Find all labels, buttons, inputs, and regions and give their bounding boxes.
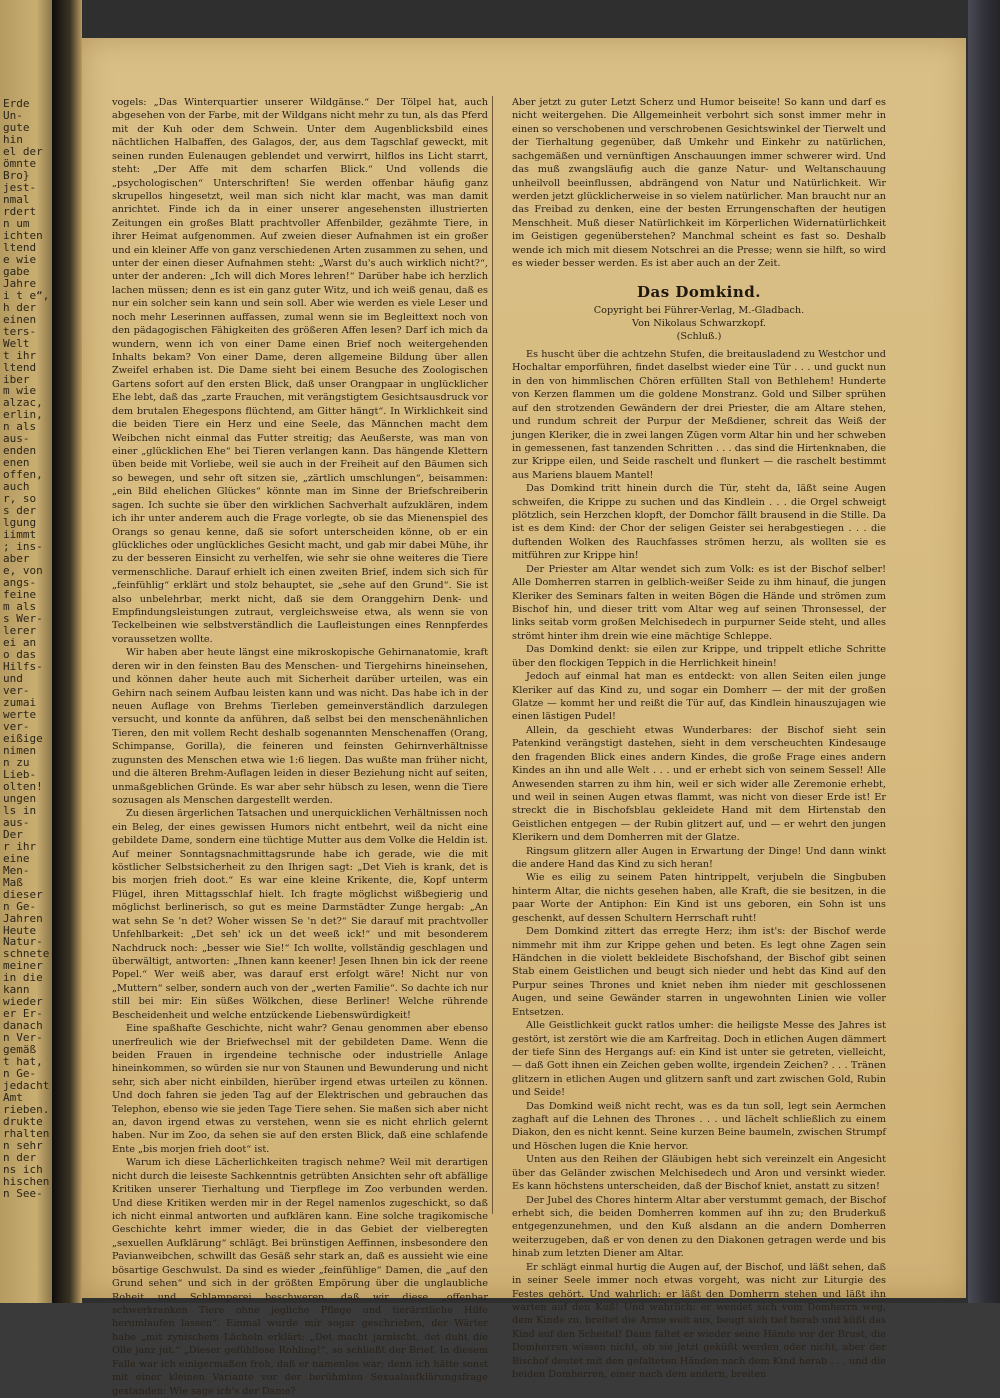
previous-page-fragment: er Er- bbox=[3, 1007, 43, 1021]
previous-page-fragment: zumai bbox=[3, 695, 37, 709]
book-gutter bbox=[52, 0, 82, 1303]
previous-page-fragment: rieben. bbox=[3, 1103, 50, 1117]
previous-page-fragment: ters- bbox=[3, 324, 37, 338]
previous-page-fragment: jedacht bbox=[3, 1079, 50, 1093]
previous-page-fragment: ver- bbox=[3, 683, 30, 697]
previous-page-fragment: auch bbox=[3, 480, 30, 494]
previous-page-fragment: Un- bbox=[3, 108, 23, 122]
previous-page-fragment: iber bbox=[3, 372, 30, 386]
previous-page-fragment: Hilfs- bbox=[3, 659, 43, 673]
previous-page-fragment: meiner bbox=[3, 959, 43, 973]
previous-page-fragment: n Ge- bbox=[3, 1067, 37, 1081]
previous-page-fragment: nimen bbox=[3, 743, 37, 757]
previous-page-fragment: hischen bbox=[3, 1175, 50, 1189]
previous-page-fragment: aus- bbox=[3, 815, 30, 829]
previous-page-fragment: ; ins- bbox=[3, 540, 43, 554]
paragraph: Jedoch auf einmal hat man es entdeckt: von allen Seiten eilen junge Kleriker auf das Kind zu, und sogar ein Domherr — der mit der großen Glatze — kommt her und reißt die Tür auf, das Kindlein hinauszujagen wie einen lästigen Pudel! bbox=[512, 671, 886, 723]
previous-page-fragment: Bro} bbox=[3, 168, 30, 182]
previous-page-fragment: drukte bbox=[3, 1115, 43, 1129]
story-copyright: Copyright bei Führer-Verlag, M.-Gladbach. bbox=[593, 305, 805, 316]
paragraph: Es huscht über die achtzehn Stufen, die breitausladend zu Westchor und Hochaltar emporführen, findet daselbst wieder eine Tür . . . und guckt nun in den von himmlischen Chören erfüllten Stall von Bethlehem! Hunderte von Kerzen flammen um die goldene Monstranz. Gold und Silber sprühen auf den strotzenden Gewändern der drei Priester, die am Altare stehen, und rundum schreit der Purpur der Meßdiener, schreit das Weiß der jungen Kleriker, die in zwei langen Zügen vorm Altar hin und her schweben in gemessenen, fast tanzenden Schritten . . . das sind die Hirtenknaben, die zur Krippe eilen, und Seide raschelt und flunkert — die raschelt bestimmt aus Mariens blauem Mantel! bbox=[512, 349, 886, 481]
column-separator bbox=[492, 96, 493, 1214]
previous-page-fragment: iimmt bbox=[3, 528, 37, 542]
previous-page-fragment: erlin, bbox=[3, 408, 43, 422]
story-part: (Schluß.) bbox=[676, 331, 722, 342]
paragraph: Wie es eilig zu seinem Paten hintrippelt, verjubeln die Singbuben hinterm Altar, die nichts gesehen haben, alle Kraft, die sie besitzen, in die paar Worte der Antiphon: Ein Kind ist uns geboren, ein Sohn ist uns geschenkt, auf dessen Schultern Herrschaft ruht! bbox=[512, 872, 886, 924]
previous-page-fragment: el der bbox=[3, 144, 43, 158]
previous-page-fragment: lgung bbox=[3, 516, 37, 530]
previous-page-fragment: alzac, bbox=[3, 396, 43, 410]
previous-page-fragment: in die bbox=[3, 971, 43, 985]
previous-page-fragment: rhalten bbox=[3, 1127, 50, 1141]
previous-page-fragment: ungen bbox=[3, 791, 37, 805]
previous-page-fragment: Amt bbox=[3, 1091, 23, 1105]
previous-page-fragment: ömnte bbox=[3, 156, 37, 170]
previous-page-fragment: gabe bbox=[3, 264, 30, 278]
previous-page-fragment: Jahre bbox=[3, 276, 37, 290]
previous-page-fragment: gute bbox=[3, 120, 30, 134]
story-title: Das Domkind. bbox=[637, 283, 761, 301]
paragraph: Ringsum glitzern aller Augen in Erwartung der Dinge! Und dann winkt die andere Hand das Kind zu sich heran! bbox=[512, 845, 886, 871]
previous-page-fragment: ls in bbox=[3, 803, 37, 817]
previous-page-fragment: n als bbox=[3, 420, 37, 434]
previous-page-fragment: gemäß bbox=[3, 1043, 37, 1057]
previous-page-fragment: n der bbox=[3, 1151, 37, 1165]
paragraph: Eine spaßhafte Geschichte, nicht wahr? Genau genommen aber ebenso unerfreulich wie der Briefwechsel mit der gebildeten Dame. Wenn die beiden Frauen in irgendeine technische oder industrielle Anlage hineinkommen, so würden sie nur von Staunen und Bewunderung und nicht sehr, sich aber nicht einbilden, hierüber irgend etwas urteilen zu können. Und doch fahren sie jeden Tag auf der Elektrischen und gebrauchen das Telephon, ebenso wie sie jeden Tage Tiere sehen. Sie maßen sich aber nicht an, davon irgend etwas zu verstehen, wenn sie es nicht ehrlich gelernt haben. Nur im Zoo, da sehen sie auf den ersten Blick, daß eine schlafende Ente „bis morjen frieh doot“ ist. bbox=[112, 1023, 488, 1155]
previous-page-fragment: t hat, bbox=[3, 1055, 43, 1069]
binding-cover bbox=[968, 0, 1000, 1303]
previous-page-fragment: s Wer- bbox=[3, 612, 43, 626]
paragraph: Wir haben aber heute längst eine mikroskopische Gehirnanatomie, kraft deren wir in den feinsten Bau des Menschen- und Tiergehirns hineinsehen, und können daher heute auch mit Sicherheit darüber urteilen, was ein Gehirn nach seinem Aufbau leisten kann und was nicht. Das habe ich in der neuen Auflage von Brehms Tierleben gemeinverständlich darzulegen versucht, und konnte da anführen, daß selbst bei den menschenähnlichen Tieren, den mit vollem Recht deshalb sogenannten Menschenaffen (Orang, Schimpanse, Gorilla), die feineren und feinsten Gehirnverhältnisse zugunsten des Menschen etwa wie 1:6 liegen. Das wußte man früher nicht, und die älteren Brehm-Auflagen leiden in dieser Beziehung nicht auf seiten, unmaßgeblichen Gründe. Es war aber sehr hübsch zu lesen, wenn die Tiere sozusagen als Menschen dargestellt werden. bbox=[112, 647, 488, 806]
paragraph: Aber jetzt zu guter Letzt Scherz und Humor beiseite! So kann und darf es nicht weitergehen. Die Allgemeinheit verbohrt sich sonst immer mehr in einen so verschobenen und verschrobenen Gesichtswinkel der Tierwelt und der Tierhaltung gegenüber, daß Umkehr und Einkehr zu natürlichen, sachgemäßen und vernünftigen Anschauungen immer schwerer wird. Und das muß zwangsläufig auch die ganze Natur- und Weltanschauung unheilvoll beeinflussen, abdrängend von Natur und Natürlichkeit. Wir werden jetzt glücklicherweise in so vielem natürlicher. Man braucht nur an das Freibad zu denken, eine der besten Errungenschaften der heutigen Menschheit. Muß dieser Natürlichkeit im Körperlichen Widernatürlichkeit im Geistigen gegenüberstehen? Manchmal scheint es fast so. Deshalb wende ich mich mit diesem Notschrei an die Presse; wenn sie hilft, so wird es wieder besser werden. Es ist aber auch an der Zeit. bbox=[512, 97, 886, 270]
previous-page-fragment: Erde bbox=[3, 97, 30, 110]
previous-page-fragment: e wie bbox=[3, 252, 37, 266]
previous-page-fragment: eine bbox=[3, 851, 30, 865]
paragraph: Allein, da geschieht etwas Wunderbares: der Bischof sieht sein Patenkind verängstigt dastehen, sieht in dem verscheuchten Kindesauge den fragenden Blick eines andern Kindes, die große Frage eines andern Kindes an ihn und alle Welt . . . und er erhebt sich von seinem Sessel! Alle Anwesenden starren zu ihm hin, weil er sich wider alle Zeremonie erhebt, und weil in seinen Augen etwas flammt, was nicht von dieser Erde ist! Er streckt die in Bischofsblau gekleidete Hand mit dem Hirtenstab den Geistlichen entgegen — der Rubin glitzert auf, und — er wehrt den jungen Klerikern und dem Domherren mit der Glatze. bbox=[512, 724, 886, 844]
previous-page-fragment: m als bbox=[3, 600, 37, 614]
previous-page-fragment: Heute bbox=[3, 923, 37, 937]
previous-page-edge bbox=[0, 0, 52, 1303]
previous-page-fragment: r, so bbox=[3, 492, 37, 506]
paragraph: Der Priester am Altar wendet sich zum Volk: es ist der Bischof selber! Alle Domherren starren in gelblich-weißer Seide zu ihm hinauf, die jungen Kleriker des Seminars falten in weiten Bögen die Hände und strömen zum Bischof hin, und dieser tritt vom Altar weg auf seinen Thronsessel, der links seitab vorm großen Melchisedech in purpurner Seide steht, und alles strömt hinter ihm drein wie eine mächtige Schleppe. bbox=[512, 563, 886, 642]
previous-page-fragment: eißige bbox=[3, 731, 43, 745]
paragraph: Warum ich diese Lächerlichkeiten tragisch nehme? Weil mit derartigen nicht durch die leiseste Sachkenntnis getrübten Ansichten sehr oft abfällige Kritiken unserer Tierhaltung und Tierpflege im Zoo verbunden werden. Und diese Kritiken werden mir in der Regel namenlos zugeschickt, so daß ich nicht einmal antworten und aufklären kann. Eine solche tragikomische Geschichte kehrt immer wieder, die in das Gebiet der vielberegten „sexuellen Aufklärung“ schlägt. Bei brünstigen Aeffinnen, insbesondere den Pavianweibchen, schwillt das Gesäß sehr stark an, daß es aussieht wie eine bösartige Geschwulst. Da sind es wieder „feinfühlige“ Damen, die „auf den Grund sehen“ und sich in der größten Empörung über die unglaubliche Roheit und Schlamperei beschweren, daß wir diese „offenbar schwerkranken Tiere ohne jegliche Pflege und tierärztliche Hilfe herumlaufen lassen“. Einmal wurde mir sogar geschrieben, der Wärter habe „mit zynischem Lächeln erklärt: „Det macht jarnischt, det duht die Olle janz jut.“ „Dieser gefühllose Rohling!“, so schließt der Brief. In diesem Falle war ich einigermaßen froh, daß er namenlos war; denn ich hätte sonst mit einer kleinen Variante vor der berühmten Sexualaufklärungsfrage gestanden: Wie sage ich's der Dame? bbox=[112, 1157, 488, 1397]
paragraph: Alle Geistlichkeit guckt ratlos umher: die heiligste Messe des Jahres ist gestört, ist zerstört wie die am Karfreitag. Doch in etlichen Augen dämmert der tiefe Sinn des Hergangs auf: ein Kind ist unter sie getreten, vielleicht, — daß Gott ihnen ein Zeichen geben wollte, irgendein Zeichen? . . . Tränen glitzern in etlichen Augen und glitzern sanft und zart zwischen Gold, Rubin und Seide! bbox=[512, 1020, 886, 1099]
previous-page-fragment: n sehr bbox=[3, 1139, 43, 1153]
previous-page-fragment: e, von bbox=[3, 564, 43, 578]
previous-page-fragment: ver- bbox=[3, 719, 30, 733]
story-byline: Von Nikolaus Schwarzkopf. bbox=[631, 318, 767, 329]
previous-page-fragment: n um bbox=[3, 216, 30, 230]
previous-page-fragment: Jahren bbox=[3, 911, 43, 925]
previous-page-fragment: m wie bbox=[3, 384, 37, 398]
previous-page-fragment: rdert bbox=[3, 204, 37, 218]
previous-page-fragment: h der bbox=[3, 300, 37, 314]
previous-page-fragment: n zu bbox=[3, 755, 30, 769]
previous-page-fragment: Der bbox=[3, 827, 23, 841]
previous-page-fragment: enen bbox=[3, 456, 30, 470]
previous-page-fragment: aus- bbox=[3, 432, 30, 446]
previous-page-fragment: t ihr bbox=[3, 348, 37, 362]
previous-page-fragment: jest- bbox=[3, 180, 37, 194]
previous-page-fragment: lerer bbox=[3, 624, 37, 638]
previous-page-fragment: ei an bbox=[3, 636, 37, 650]
previous-page-fragment: Natur- bbox=[3, 935, 43, 949]
paragraph: Der Jubel des Chores hinterm Altar aber verstummt gemach, der Bischof erhebt sich, die beiden Domherren kommen auf ihn zu; den Bruderkuß entgegenzunehmen, und den Kuß alsdann an die andern Domherren weiterzugeben, daß er von denen zu den Diakonen getragen werde und bis hinab zum letzten Diener am Altar. bbox=[512, 1194, 886, 1260]
paragraph: Zu diesen ärgerlichen Tatsachen und unerquicklichen Verhältnissen noch ein Beleg, der eines gewissen Humors nicht entbehrt, weil da nicht eine gebildete Dame, sondern eine tüchtige Mutter aus dem Volke die Heldin ist. Auf meiner Sonntagsnachmittagsrunde habe ich gerade, wie die mit köstlicher Selbstsicherheit zu den Ihrigen sagt: „Det Vieh is krank, det is bis morjen frieh doot.“ Es war eine kleine Krikente, die, Kopf unterm Flügel, ihren Mittagsschlaf hielt. Ich fragte möglichst wißbegierig und möglichst berlinerisch, so gut es meine Darmstädter Zunge hergab: „An wat sehn Se 'n det? Woher wissen Se 'n det?“ Sie darauf mit prachtvoller Unfehlbarkeit: „Det seh' ick un det weeß ick!“ und mit besonderem Nachdruck noch: „besser wie Sie!“ Ich wollte, vollständig geschlagen und überwältigt, antworten: „Ihnen kann keener! Jesen Ihnen bin ick der reene Popel.“ Wer weiß aber, was darauf erst erfolgt wäre! Nicht nur von „Muttern“ selber, sondern auch von der „werten Familie“. So dachte ich nur still bei mir: Ein süßes Wölkchen, diese Berliner! Welche rührende Bescheidenheit und welche entzückende Liebenswürdigkeit! bbox=[112, 808, 488, 1021]
previous-page-fragment: ns ich bbox=[3, 1163, 43, 1177]
previous-page-fragment: Lieb- bbox=[3, 767, 37, 781]
paragraph: Das Domkind weiß nicht recht, was es da tun soll, legt sein Aermchen zaghaft auf die Lehnen des Thrones . . . und lächelt schließlich zu einem Diakon, den es nicht kennt. Seine kurzen Beine baumeln, zwischen Strumpf und Höschen lugen die Knie hervor. bbox=[512, 1100, 886, 1152]
paragraph: Das Domkind tritt hinein durch die Tür, steht da, läßt seine Augen schweifen, die Krippe zu suchen und das Kindlein . . . die Orgel schweigt plötzlich, sein Herzchen klopft, der Domchor fällt brausend in die Stille. Da ist es dem Kind: der Chor der seligen Geister sei herabgestiegen . . . die duftenden Wolken des Rauchfasses strömen herzu, als wollten sie es mitführen zur Krippe hin! bbox=[512, 483, 886, 562]
previous-page-fragment: hin bbox=[3, 132, 23, 146]
paragraph: Unten aus den Reihen der Gläubigen hebt sich vereinzelt ein Angesicht über das Geländer zwischen Melchisedech und Aron und versinkt wieder. Es kann höchstens unterscheiden, daß der Bischof kniet, anstatt zu sitzen! bbox=[512, 1154, 886, 1193]
previous-page-fragment: angs- bbox=[3, 576, 37, 590]
previous-page-fragment: nmal bbox=[3, 192, 30, 206]
previous-page-fragment: einen bbox=[3, 312, 37, 326]
previous-page-fragment: ltend bbox=[3, 240, 37, 254]
previous-page-fragment: olten! bbox=[3, 779, 43, 793]
paragraph: Das Domkind denkt: sie eilen zur Krippe, und trippelt etliche Schritte über den flockigen Teppich in die Herrlichkeit hinein! bbox=[512, 644, 886, 669]
previous-page-fragment: kann bbox=[3, 983, 30, 997]
left-column-text bbox=[112, 96, 488, 1397]
previous-page-fragment: enden bbox=[3, 444, 37, 458]
previous-page-fragment: s der bbox=[3, 504, 37, 518]
paragraph: Er schlägt einmal hurtig die Augen auf, der Bischof, und läßt sehen, daß in seiner Seele immer noch etwas vorgeht, was nicht zur Liturgie des Festes gehört. Und wahrlich: er läßt den Domherrn stehen und läßt ihn warten auf den Kuß! Und wahrlich: er wendet sich vom Domherrn weg, dem Kinde zu, breitet die Arme weit aus, beugt sich tief herab und küßt das Kind auf den Scheitel! Dann faltet er wieder seine Hände vor der Brust, die Domherren wissen nicht, ob sie jetzt geküßt werden oder nicht, aber der Bischof deutet mit den gefalteten Händen nach dem Kind herab . . . und die beiden Domherren, einer nach dem andern, breiten bbox=[512, 1261, 886, 1381]
previous-page-fragment: Welt bbox=[3, 336, 30, 350]
previous-page-fragment: Maß bbox=[3, 875, 23, 889]
previous-page-fragment: r ihr bbox=[3, 839, 37, 853]
previous-page-fragment: schnete bbox=[3, 947, 50, 961]
previous-page-fragment: i t e“, bbox=[3, 288, 50, 302]
previous-page-fragment: und bbox=[3, 671, 23, 685]
previous-page-fragment: Men- bbox=[3, 863, 30, 877]
previous-page-fragment: offen, bbox=[3, 468, 43, 482]
previous-page-fragment: ltend bbox=[3, 360, 37, 374]
previous-page-fragment: wieder bbox=[3, 995, 43, 1009]
previous-page-fragment: werte bbox=[3, 707, 37, 721]
right-column-story-text bbox=[512, 348, 886, 1381]
previous-page-fragment: n See- bbox=[3, 1187, 43, 1201]
previous-page-fragment: n Ver- bbox=[3, 1031, 43, 1045]
previous-page-fragment: dieser bbox=[3, 887, 43, 901]
previous-page-fragment: danach bbox=[3, 1019, 43, 1033]
right-column-essay-end bbox=[512, 96, 886, 272]
previous-page-fragment: feine bbox=[3, 588, 37, 602]
paragraph: Dem Domkind zittert das erregte Herz; ihm ist's: der Bischof werde nimmehr mit ihm zur Krippe gehen und beten. Es legt ohne Zagen sein Händchen in die violett bekleidete Bischofshand, der Bischof gibt seinen Stab einem Geistlichen und beugt sich nieder und hebt das Kind auf den Purpur seines Thrones und kniet neben ihm nieder mit geschlossenen Augen, und seine Gewänder starren in ungewohnten Linien wie voller Entsetzen. bbox=[512, 926, 886, 1018]
previous-page-fragment: ichten bbox=[3, 228, 43, 242]
previous-page-fragment: o das bbox=[3, 648, 37, 661]
previous-page-fragment: n Ge- bbox=[3, 899, 37, 913]
paragraph: vogels: „Das Winterquartier unserer Wildgänse.“ Der Tölpel hat, auch abgesehen von der Farbe, mit der Wildgans nicht mehr zu tun, als das Pferd mit der Kuh oder dem Schwein. Unter dem Augenblicksbild eines nächtlichen Halbaffen, des Galagos, der, aus dem Tagschlaf geweckt, mit seinen runden Eulenaugen geblendet und verwirrt, hilflos ins Licht starrt, steht: „Der Affe mit dem scharfen Blick.“ Und vollends die „psychologischen“ Unterschriften! Sie werden offenbar häufig ganz skrupellos hingesetzt, weil man sich nicht klar macht, was man damit anrichtet. Finde ich da in einer unserer angesehensten illustrierten Zeitungen ein großes Blatt prachtvoller Affenbilder, gezähmte Tiere, in ihrer Heimat aufgenommen. Auf zweien dieser Aufnahmen ist ein großer und ein kleiner Affe von ganz verschiedenen Arten zusammen zu sehen, und unter der einen dieser Aufnahmen steht: „Warst du's auch wirklich nicht?“, unter der anderen: „Ich will dich Mores lehren!“ Darüber habe ich herzlich lachen müssen; denn es ist ein ganz guter Witz, und ich weiß genau, daß es nur ein solcher sein kann und sein soll. Aber wie werden es viele Leser und noch mehr Leserinnen auffassen, zumal wenn sie im Begleittext noch von den pädagogischen Fähigkeiten des größeren Affen lesen? Darf ich mich da wundern, wenn ich von einer Dame einen Brief noch weitergehenden Inhalts bekam? Von einer Dame, deren allgemeine Bildung über allen Zweifel erhaben ist. Die Dame sieht bei einem Besuche des Zoologischen Gartens sofort auf den ersten Blick, daß unser Orangpaar in unglücklicher Ehe lebt, daß das „zarte Frauchen, mit verängstigtem Gesichtsausdruck vor dem brutalen Ehegespons flüchtend, am Gitter hängt“. In Wirklichkeit sind die beiden Tiere ein Herz und eine Seele, das Männchen macht dem Weibchen nicht einmal das Futter streitig; das Aeußerste, was man von einer „glücklichen Ehe“ bei Tieren verlangen kann. Das hängende Klettern üben beide mit Vorliebe, weil sie auch in der Freiheit auf den Bäumen sich so bewegen, und sehr oft sitzen sie, „zärtlich umschlungen“, beisammen: „ein Bild ehelichen Glückes“ könnte man im Sinne der Briefschreiberin sagen. Ich suchte sie über den wirklichen Sachverhalt aufzuklären, indem ich ihr unter anderem auch die Frage vorlegte, ob sie das Mienenspiel des Orangs so genau kenne, daß sie sofort unterscheiden könne, ob er ein glückliches oder unglückliches Gesicht macht, und gab mir dabei Mühe, ihr zu der besseren Einsicht zu verhelfen, wie sehr sie ohne weiteres die Tiere vermenschliche. Darauf erhielt ich einen zweiten Brief, indem sich sich für „feinfühlig“ erklärt und stolz behauptet, sie „sehe auf den Grund“. Sie ist also unbelehrbar, merkt nicht, daß sie dem Oranggehirn Denk- und Empfindungsleistungen zutraut, vergleichsweise etwa, als wenn sie von Teckelbeinen wie selbstverständlich die Laufleistungen eines Rennpferdes voraussetzen wollte. bbox=[112, 97, 488, 645]
previous-page-fragment: aber bbox=[3, 552, 30, 566]
